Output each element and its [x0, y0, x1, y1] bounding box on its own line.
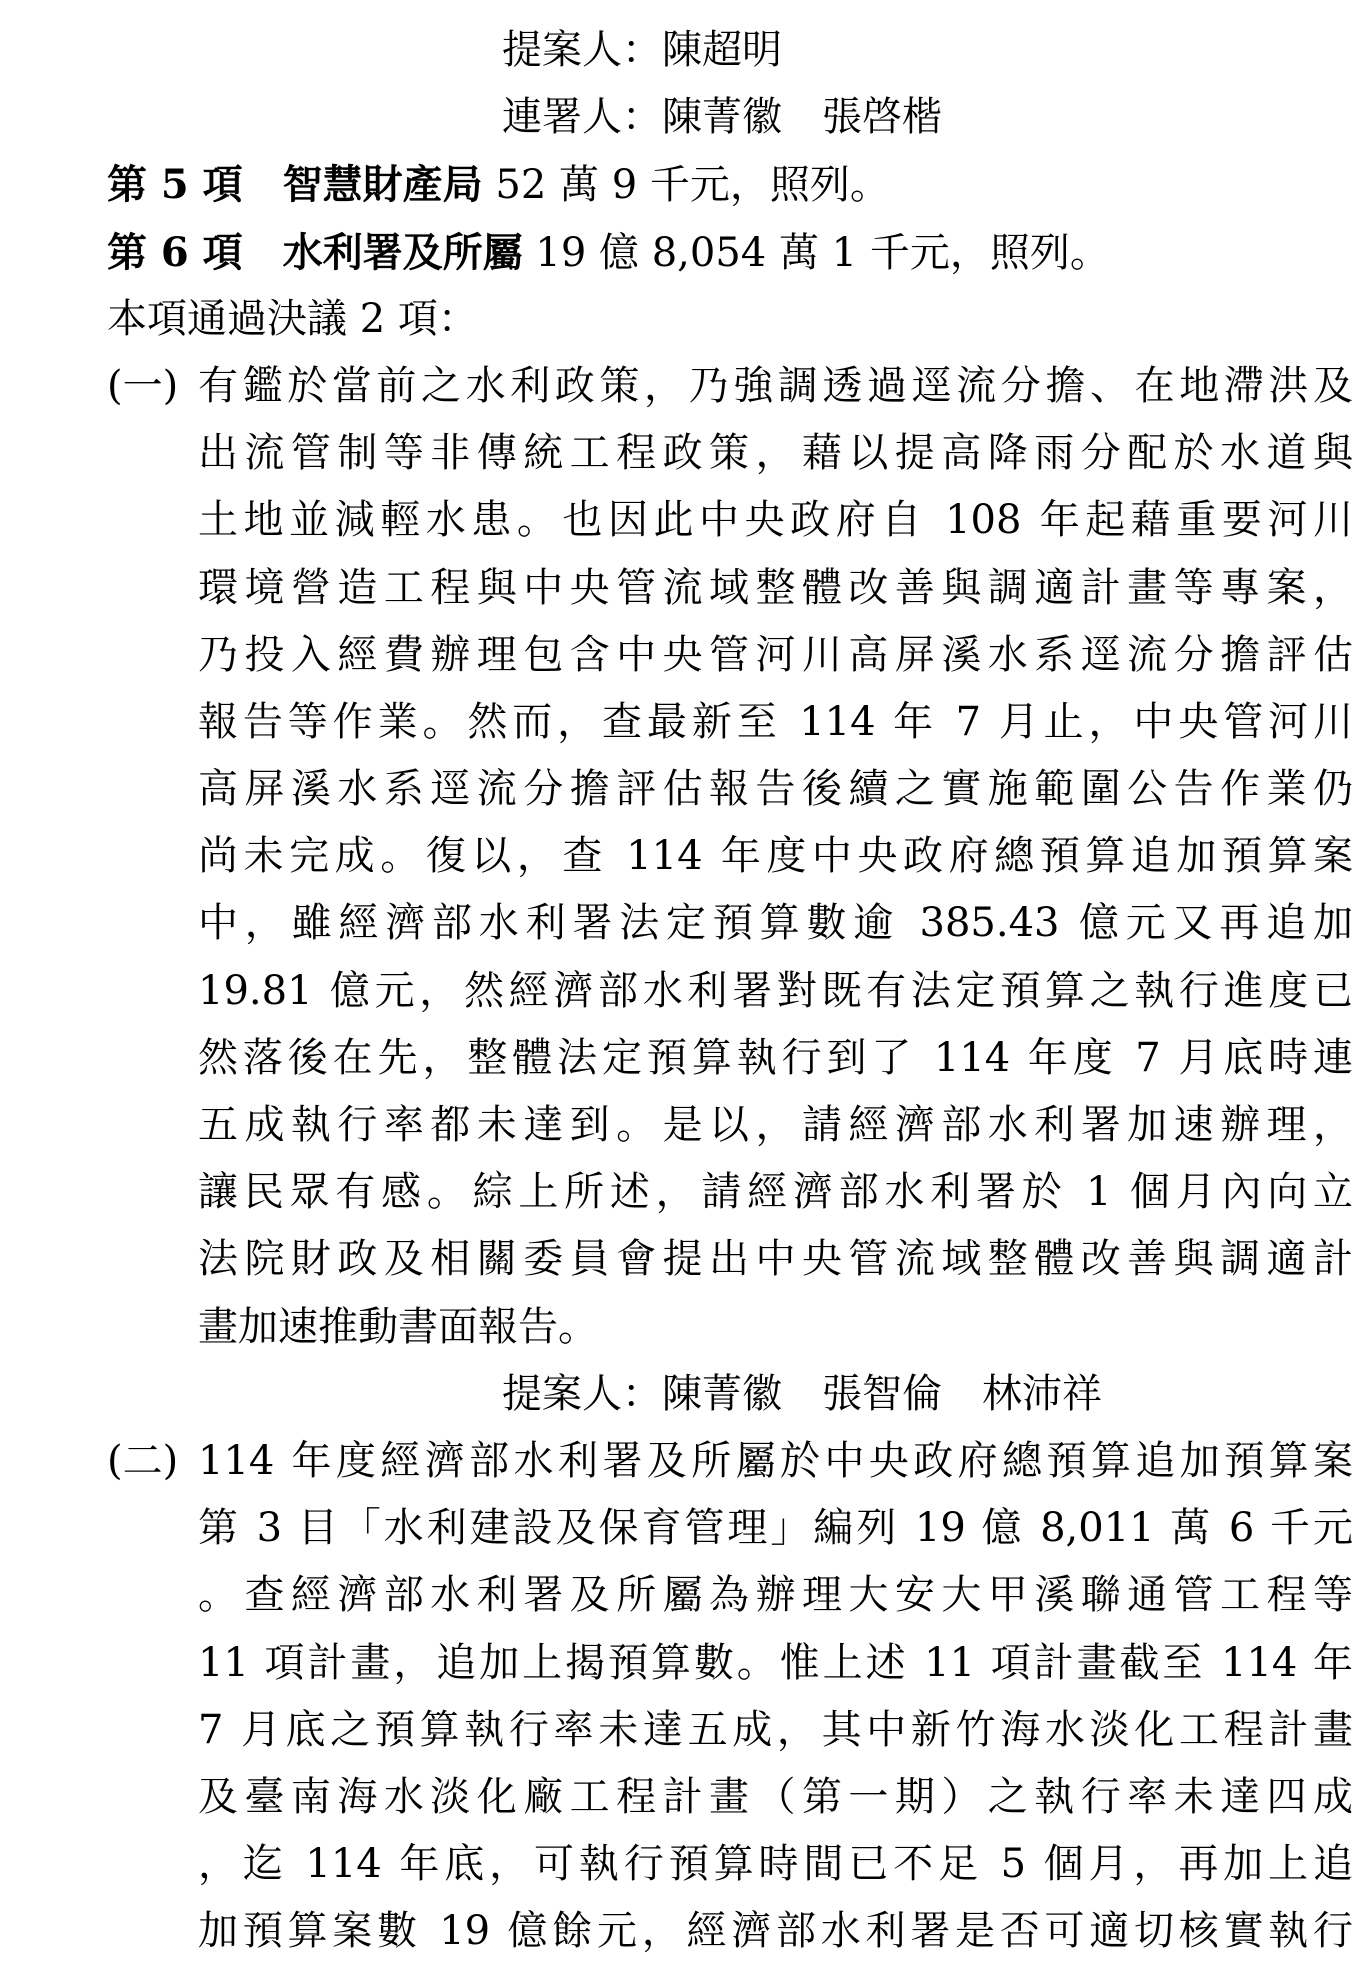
resolution-2-first-line — [107, 1428, 1353, 1495]
resolution-1-marker: (一) — [107, 362, 179, 409]
resolution-1-line: 讓民眾有感。綜上所述，請經濟部水利署於 1 個月內向立 — [198, 1169, 1353, 1216]
resolution-1-line: 然落後在先，整體法定預算執行到了 114 年度 7 月底時連 — [198, 1034, 1353, 1081]
document-page — [0, 17, 1371, 1965]
resolution-1-line: 報告等作業。然而，查最新至 114 年 7 月止，中央管河川 — [198, 698, 1353, 745]
item-5-text: 52 萬 9 千元，照列。 — [482, 162, 890, 209]
item-6-text: 19 億 8,054 萬 1 千元，照列。 — [522, 229, 1110, 276]
resolution-1-line: 19.81 億元，然經濟部水利署對既有法定預算之執行進度已 — [198, 967, 1353, 1014]
resolution-2-line: 及臺南海水淡化廠工程計畫（第一期）之執行率未達四成 — [198, 1773, 1353, 1820]
item-5-heading: 第 5 項 智慧財產局 — [107, 161, 483, 209]
resolution-1-line: 中，雖經濟部水利署法定預算數逾 385.43 億元又再追加 — [198, 900, 1353, 947]
resolution-2-line: 114 年度經濟部水利署及所屬於中央政府總預算追加預算案 — [198, 1437, 1353, 1484]
resolution-1-first-line — [107, 353, 1353, 420]
resolution-2-marker: (二) — [107, 1437, 179, 1484]
item-6-heading: 第 6 項 水利署及所屬 — [107, 228, 523, 276]
resolutions-intro: 本項通過決議 2 項： — [107, 295, 478, 342]
resolution-1-line: 法院財政及相關委員會提出中央管流域整體改善與調適計 — [198, 1236, 1353, 1283]
resolution-1-line: 尚未完成。復以，查 114 年度中央政府總預算追加預算案 — [198, 833, 1353, 880]
resolution-1-line: 乃投入經費辦理包含中央管河川高屏溪水系逕流分擔評估 — [198, 631, 1353, 678]
resolution-2-line: ，迄 114 年底，可執行預算時間已不足 5 個月，再加上追 — [198, 1841, 1353, 1888]
resolution-2-line: 加預算案數 19 億餘元，經濟部水利署是否可適切核實執行 — [198, 1908, 1353, 1955]
motion-1-proposer: 提案人：陳超明 — [502, 27, 782, 73]
resolution-1-last-line: 畫加速推動書面報告。 — [198, 1303, 598, 1350]
item-5 — [0, 151, 1371, 218]
item-6 — [0, 219, 1371, 286]
motion-1-cosigners: 連署人：陳菁徽 張啓楷 — [502, 94, 942, 141]
resolution-1-line: 土地並減輕水患。也因此中央政府自 108 年起藉重要河川 — [198, 497, 1353, 544]
resolution-2-line: 11 項計畫，追加上揭預算數。惟上述 11 項計畫截至 114 年 — [198, 1639, 1353, 1686]
resolution-1-line: 高屏溪水系逕流分擔評估報告後續之實施範圍公告作業仍 — [198, 766, 1353, 813]
resolution-1-line: 五成執行率都未達到。是以，請經濟部水利署加速辦理， — [198, 1102, 1353, 1148]
resolution-1-line: 環境營造工程與中央管流域整體改善與調適計畫等專案， — [198, 564, 1353, 611]
resolution-1-line: 出流管制等非傳統工程政策，藉以提高降雨分配於水道與 — [198, 430, 1353, 477]
resolution-2-line: 。查經濟部水利署及所屬為辦理大安大甲溪聯通管工程等 — [198, 1572, 1353, 1619]
resolution-2-line: 第 3 目「水利建設及保育管理」編列 19 億 8,011 萬 6 千元 — [198, 1505, 1353, 1552]
resolution-2-line: 7 月底之預算執行率未達五成，其中新竹海水淡化工程計畫 — [198, 1706, 1353, 1753]
resolution-1-proposer: 提案人：陳菁徽 張智倫 林沛祥 — [502, 1370, 1102, 1417]
resolution-1-line: 有鑑於當前之水利政策，乃強調透過逕流分擔、在地滯洪及 — [198, 362, 1353, 409]
